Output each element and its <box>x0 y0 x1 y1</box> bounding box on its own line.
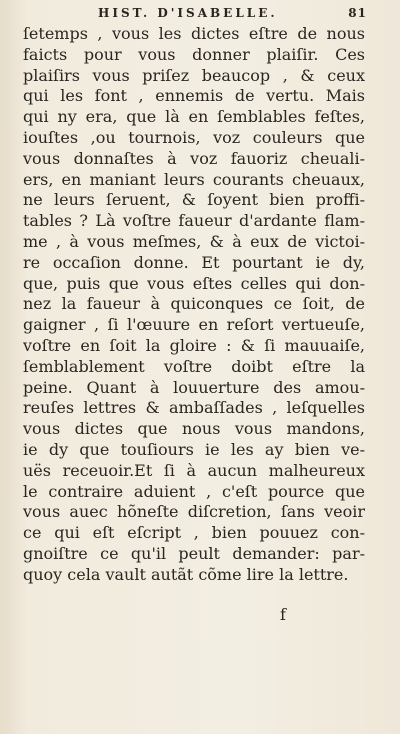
text-line: peine. Quant à louuerture des amou- <box>23 377 365 397</box>
text-line: ſemblablement voſtre doibt eſtre la <box>23 356 365 376</box>
text-line: ce qui eſt eſcript , bien pouuez con- <box>23 523 365 543</box>
text-line: qui ny era, que là en ſemblables feſtes, <box>23 107 365 127</box>
text-line: nez la faueur à quiconques ce ſoit, de <box>23 294 365 314</box>
text-line: vous donnaſtes à voz fauoriz cheuali- <box>23 148 365 168</box>
text-line: me , à vous meſmes, & à eux de victoi- <box>23 231 365 251</box>
page-header <box>0 6 400 26</box>
text-line: le contraire aduient , c'eſt pource que <box>23 481 365 501</box>
text-line: qui les font , ennemis de vertu. Mais <box>23 86 365 106</box>
text-line: plaiſirs vous priſez beaucop , & ceux <box>23 65 365 85</box>
text-line: que, puis que vous eſtes celles qui don- <box>23 273 365 293</box>
text-line: tables ? Là voſtre faueur d'ardante flam- <box>23 211 365 231</box>
text-line: vous auec hõneſte diſcretion, ſans veoir <box>23 502 365 522</box>
text-line: quoy cela vault autãt cõme lire la lettre. <box>23 564 349 584</box>
text-line: ie dy que touſiours ie les ay bien ve- <box>23 439 365 459</box>
text-line: ne leurs ſeruent, & ſoyent bien proffi- <box>23 190 365 210</box>
running-head: HIST. D'ISABELLE. <box>98 6 278 20</box>
text-line: faicts pour vous donner plaiſir. Ces <box>23 44 365 64</box>
text-line: voſtre en ſoit la gloire : & ſi mauuaiſe, <box>23 335 365 355</box>
signature-mark: f <box>280 605 286 624</box>
text-line: gaigner , ſi l'œuure en reſort vertueuſe, <box>23 315 365 335</box>
text-line: ers, en maniant leurs courants cheuaux, <box>23 169 365 189</box>
text-line: reuſes lettres & ambaſſades , leſquelles <box>23 398 365 418</box>
text-line: iouſtes ,ou tournois, voz couleurs que <box>23 127 365 147</box>
text-line: ſetemps , vous les dictes eſtre de nous <box>23 24 365 43</box>
text-line: vous dictes que nous vous mandons, <box>23 419 365 439</box>
text-body <box>23 24 365 586</box>
page-number: 81 <box>348 6 367 20</box>
text-line: uës receuoir.Et ſi à aucun malheureux <box>23 460 365 480</box>
text-line: gnoiſtre ce qu'il peult demander: par- <box>23 543 365 563</box>
text-line: re occaſion donne. Et pourtant ie dy, <box>23 252 365 272</box>
